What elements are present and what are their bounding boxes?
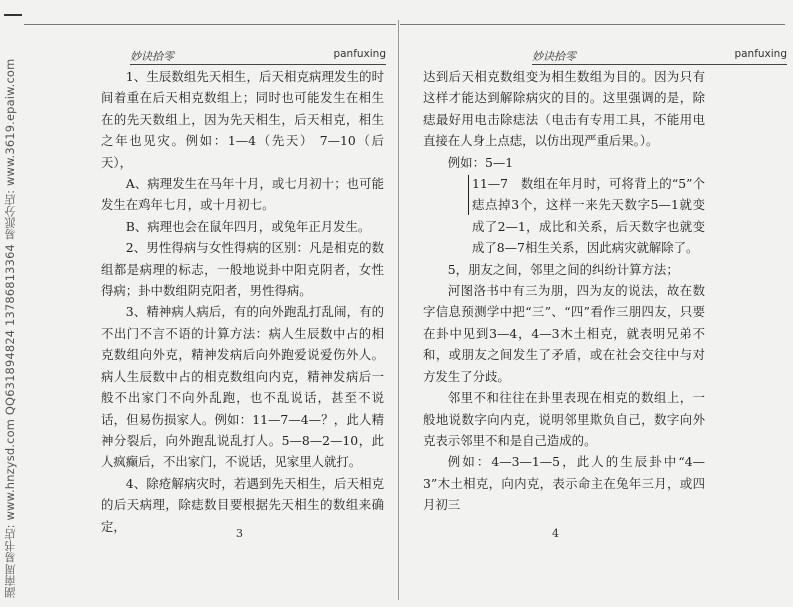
page-gutter (398, 20, 399, 600)
paragraph-4: 4、除疮解病灾时，若遇到先天相生，后天相克的后天病理，除痣数目要根据先天相生的数组来确定， (101, 475, 384, 534)
side-watermark: 湖南周易书店: www.hnzysd.com QQ631894824 13786813364 易派分店: www.3619.epaiw.com (3, 58, 17, 598)
paragraph-continued: 达到后天相克数组变为相生数组为目的。因为只有这样才能达到解除病灾的目的。这里强调的是，除痣最好用电击除痣法（电击有专用工具，不能用电直接在人身上点痣，以仿出现严重后果。）。 (423, 69, 705, 149)
page-number: 4 (552, 527, 559, 540)
right-page-body (423, 66, 705, 516)
paragraph-6: 河图洛书中有三为朋，四为友的说法，故在数字信息预测学中把“三”、“四”看作三朋四友，只要在卦中见到3—4，4—3木土相克，就表明兄弟不和，或朋友之间发生了矛盾，或在社会交往中与对方发生了分歧。 (423, 283, 705, 384)
paragraph-3: 3、精神病人病后，有的向外跑乱打乱闹，有的不出门不言不语的计算方法：病人生辰数中占的相克数组向外克，精神发病后向外跑爱说爱伤外人。病人生辰数中占的相克数组向内克，精神发病后一般不出家门不向外乱跑，也不乱说话，甚至不说话，但易伤损家人。例如：11—7—4—？，此人精神分裂后，向外跑乱说乱打人。5—8—2—10，此人疯癫后，不出家门，不说话，见家里人就打。 (101, 304, 384, 470)
page-number: 3 (236, 527, 243, 540)
header-author: panfuxing (734, 48, 787, 60)
example-intro (423, 152, 705, 173)
example-body: 11—7 数组在年月时，可将背上的“5”个痣点掉3个，这样一来先天数字5—1就变成了2—1，成比和关系，后天数字也就变成了8—7相生关系，因此病灾就解除了。 (423, 173, 705, 259)
right-page (400, 0, 793, 607)
header-author: panfuxing (333, 48, 386, 60)
scan-edge-line (400, 24, 785, 25)
header-title: 妙诀拾零 (130, 50, 174, 63)
paragraph-b: B、病理也会在鼠年四月，或兔年正月发生。 (125, 218, 371, 234)
example-line-1: 5—1 (484, 154, 514, 170)
left-page-body (101, 66, 384, 537)
paragraph-2: 2、男性得病与女性得病的区别：凡是相克的数组都是病理的标志，一般地说卦中阳克阴者，女性得病；卦中数组阴克阳者，男性得病。 (101, 240, 384, 299)
paragraph-1: 1、生辰数组先天相生，后天相克病理发生的时间着重在后天相克数组上；同时也可能发生在相生在的先天数组上，因为先天相生，后天相克，相生之年也见灾。例如：1—4（先天） 7—10（后天）， (101, 69, 384, 170)
right-page-header (532, 48, 787, 65)
paragraph-a: A、病理发生在马年十月，或七月初十；也可能发生在鸡年七月，或十月初七。 (101, 176, 384, 213)
left-page-header (130, 48, 386, 65)
paragraph-5: 5，朋友之间，邻里之间的纠纷计算方法； (447, 261, 679, 277)
left-page (24, 0, 396, 607)
example-label: 例如： (447, 154, 485, 170)
edge-mark (4, 14, 22, 16)
header-title: 妙诀拾零 (532, 50, 576, 63)
paragraph-8: 例如：4—3—1—5，此人的生辰卦中“4—3”木土相克，向内克，表示命主在兔年三月，或四月初三 (423, 454, 705, 513)
paragraph-7: 邻里不和往往在卦里表现在相克的数组上，一般地说数字向内克，说明邻里欺负自己，数字向外克表示邻里不和是自己造成的。 (423, 390, 705, 448)
scan-edge-line (24, 24, 396, 25)
